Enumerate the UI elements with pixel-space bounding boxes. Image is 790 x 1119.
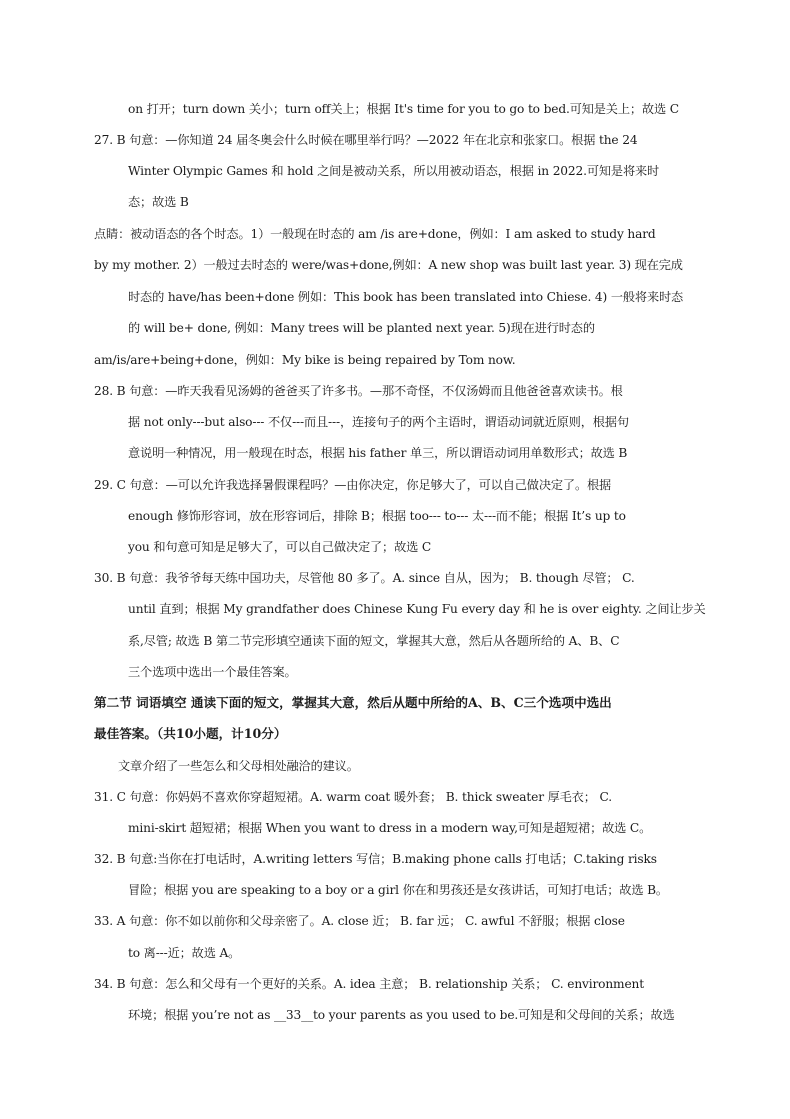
text-line: 环境；根据 you’re not as __33__to your parents as you used to be.可知是和父母间的关系；故选 — [128, 1008, 675, 1022]
text-line: you 和句意可知是足够大了，可以自己做决定了；故选 C — [128, 540, 432, 554]
text-line: 27. B 句意：—你知道 24 届冬奥会什么时候在哪里举行吗？—2022 年在北京和张家口。根据 the 24 — [94, 133, 638, 147]
text-line: until 直到；根据 My grandfather does Chinese Kung Fu every day 和 he is over eighty. 之间让步关 — [128, 602, 706, 616]
text-line: 态；故选 B — [128, 195, 189, 209]
text-line: 意说明一种情况，用一般现在时态，根据 his father 单三，所以谓语动词用单数形式；故选 B — [128, 446, 628, 460]
text-line: 时态的 have/has been+done 例如：This book has been translated into Chiese. 4) 一般将来时态 — [128, 290, 684, 304]
text-line: on 打开；turn down 关小；turn off关上；根据 It's time for you to go to bed.可知是关上；故选 C — [128, 102, 679, 116]
text-line: 32. B 句意:当你在打电话时，A.writing letters 写信；B.making phone calls 打电话；C.taking risks — [94, 852, 657, 866]
text-line: 31. C 句意：你妈妈不喜欢你穿超短裙。A. warm coat 暖外套； B. thick sweater 厚毛衣； C. — [94, 790, 612, 804]
text-line: to 离---近；故选 A。 — [128, 946, 241, 960]
text-line: 34. B 句意：怎么和父母有一个更好的关系。A. idea 主意； B. relationship 关系； C. environment — [94, 977, 644, 991]
section-heading: 最佳答案。（共10小题，计10分） — [94, 726, 287, 741]
text-line: 30. B 句意：我爷爷每天练中国功夫，尽管他 80 多了。A. since 自从，因为； B. though 尽管； C. — [94, 571, 635, 585]
text-line: 28. B 句意：—昨天我看见汤姆的爸爸买了许多书。—那不奇怪，不仅汤姆而且他爸爸喜欢读书。根 — [94, 384, 623, 398]
text-line: 33. A 句意：你不如以前你和父母亲密了。A. close 近； B. far 远； C. awful 不舒服；根据 close — [94, 914, 625, 928]
text-line: enough 修饰形容词，放在形容词后，排除 B；根据 too--- to--- 太---而不能；根据 It’s up to — [128, 509, 626, 523]
text-line: 据 not only---but also--- 不仅---而且---，连接句子的两个主语时，谓语动词就近原则，根据句 — [128, 415, 629, 429]
text-line: 文章介绍了一些怎么和父母相处融洽的建议。 — [118, 759, 359, 773]
section-heading: 第二节 词语填空 通读下面的短文，掌握其大意，然后从题中所给的A、B、C三个选项中选出 — [94, 695, 612, 710]
text-line: 的 will be+ done, 例如：Many trees will be planted next year. 5)现在进行时态的 — [128, 321, 595, 335]
text-line: 冒险；根据 you are speaking to a boy or a girl 你在和男孩还是女孩讲话，可知打电话；故选 B。 — [128, 883, 668, 897]
text-line: 三个选项中选出一个最佳答案。 — [128, 665, 297, 679]
text-line: Winter Olympic Games 和 hold 之间是被动关系，所以用被动语态，根据 in 2022.可知是将来时 — [128, 164, 660, 178]
text-line: mini-skirt 超短裙；根据 When you want to dress in a modern way,可知是超短裙；故选 C。 — [128, 821, 652, 835]
text-line: 点睛：被动语态的各个时态。1）一般现在时态的 am /is are+done，例如：I am asked to study hard — [94, 227, 656, 241]
text-line: 系,尽管; 故选 B 第二节完形填空通读下面的短文，掌握其大意，然后从各题所给的 A、B、C — [128, 634, 620, 648]
text-line: 29. C 句意：—可以允许我选择暑假课程吗？—由你决定，你足够大了，可以自己做决定了。根据 — [94, 478, 612, 492]
text-line: by my mother. 2）一般过去时态的 were/was+done,例如：A new shop was built last year. 3) 现在完成 — [94, 258, 683, 272]
text-line: am/is/are+being+done，例如：My bike is being repaired by Tom now. — [94, 353, 516, 367]
